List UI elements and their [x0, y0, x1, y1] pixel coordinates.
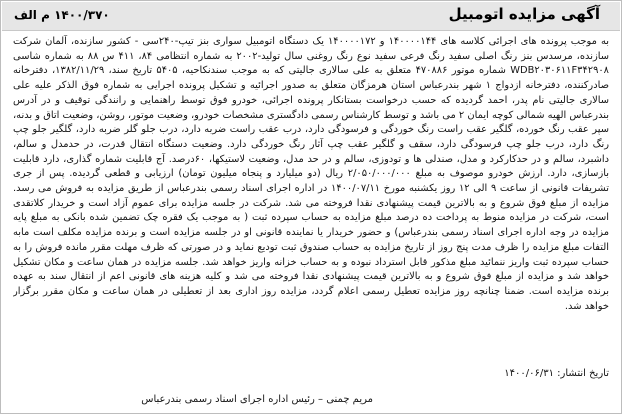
signature: مریم چمنی – رئیس اداره اجرای اسناد رسمی بندرعباس: [141, 394, 373, 405]
ad-number: ۱۴۰۰/۳۷۰ م الف: [14, 8, 110, 22]
header-bar: [2, 2, 620, 31]
ad-body: [13, 35, 609, 368]
body-paragraph: به موجب پرونده های اجرائی کلاسه های ۱۴۰۰۰۰۱۴۴ و ۱۴۰۰۰۰۱۷۲ یک دستگاه اتومبیل سواری بنز تیپ-۲۴۰سی - کشور سازنده، آلمان شرکت سازنده، مرسدس بنز رنگ اصلی سفید رنگ فرعی سفید نوع رنگ روغنی سال تولید-۲۰۰۲ به شماره انتظامی ۸۴، ۴۱۱ س ۸۸ به شماره شاسی WDB۲۰۳۰۶۱۱F۳۴۲۹۰۸ شماره موتور ۴۷۰۸۸۶ متعلق به علی سالاری جالیتی که به موجب سندنکاحیه، ۵۴۰۵ تاریخ سند، ۱۳۸۲/۱۱/۲۹، دفترخانه صادرکننده، دفترخانه ازدواج ۱ شهر بندرعباس استان هرمزگان متعلق به صدور اجرائیه و تشکیل پرونده اجرایی به شماره فوق الذکر علیه علی سالاری جالیتی نام پدر، احمد گردیده که حسب درخواست بستانکار پرونده اجرائی، خودرو فوق توسط راهنمایی و رانندگی توقیف و در آدرس بندرعباس الهیه شمالی کوچه ایمان ۲ می باشد و توسط کارشناس رسمی دادگستری مشخصات خودرو، وضعیت موتور، روشن، وضعیت اتاق و بدنه، سپر عقب رنگ خورده، گلگیر عقب راست رنگ خوردگی و فرسودگی دارد، درب عقب راست ضربه دارد، درب جلو گلر ضربه دارد، گلگیر جلو چپ رنگ دارد، درب جلو چپ فرسودگی دارد، سقف و گلگیر عقب چپ آثار رنگ خوردگی دارد. وضعیت دستگاه انتقال قدرت، در حدمدل و سالم، داشبرد، سالم و در حدکارکرد و مدل، صندلی ها و تودوزی، سالم و در حد مدل، وضعیت لاستیکها، ۶۰درصد. آج قابلیت شماره گذاری، دارد قابلیت بازسازی، دارد. ارزش خودرو موصوف به مبلغ ۲/۰۵۰/۰۰۰/۰۰۰ ریال (دو میلیارد و پنجاه میلیون تومان) ارزیابی و قطعی گردیده. پس از جری تشریفات قانونی از ساعت ۹ الی ۱۲ روز یکشنبه مورخ ۱۴۰۰/۰۷/۱۱ در اداره اجرای اسناد رسمی بندرعباس از طریق مزایده به فروش می رسد. مزایده از مبلغ فوق شروع و به بالاترین قیمت پیشنهادی نقدا فروخته می شد. شرکت در جلسه مزایده برای عموم آزاد است و خریدار کلاتقدی است، شرکت در مزایده منوط به پرداخت ده درصد مبلغ مزایده به حساب سپرده ثبت ( به موجب یک فقره چک تضمین شده بانکی به مبلغ پایه مزایده در وجه اداره اجرای اسناد رسمی بندرعباس) و حضور خریدار یا نماینده قانونی او در جلسه مزایده است و برنده مزایده مکلف است مابه التفات مبلغ مزایده را ظرف مدت پنج روز از تاریخ مزایده به حساب صندوق ثبت تودیع نماید و در صورتی که ظرف مهلت مقرر مانده فروش را به حساب سپرده ثبت واریز ننمائید مبلغ مذکور قابل استرداد نبوده و به حساب خزانه واریز خواهد شد. جلسه مزایده در همان ساعت و مکان تشکیل خواهد شد و مزایده از مبلغ فوق شروع و به بالاترین قیمت پیشنهادی نقدا فروخته می شد و کلیه هزینه های قانونی اعم از انتقال سند به عهده برنده مزایده است. ضمنا چنانچه روز مزایده تعطیل رسمی اعلام گردد، مزایده روز اداری بعد از تعطیلی در همان ساعت و مکان مقرر برگزار خواهد شد.: [13, 36, 609, 312]
publish-date: تاریخ انتشار: ۱۴۰۰/۰۶/۳۱: [504, 368, 609, 379]
ad-title: آگهی مزایده اتومبیل: [448, 5, 600, 23]
